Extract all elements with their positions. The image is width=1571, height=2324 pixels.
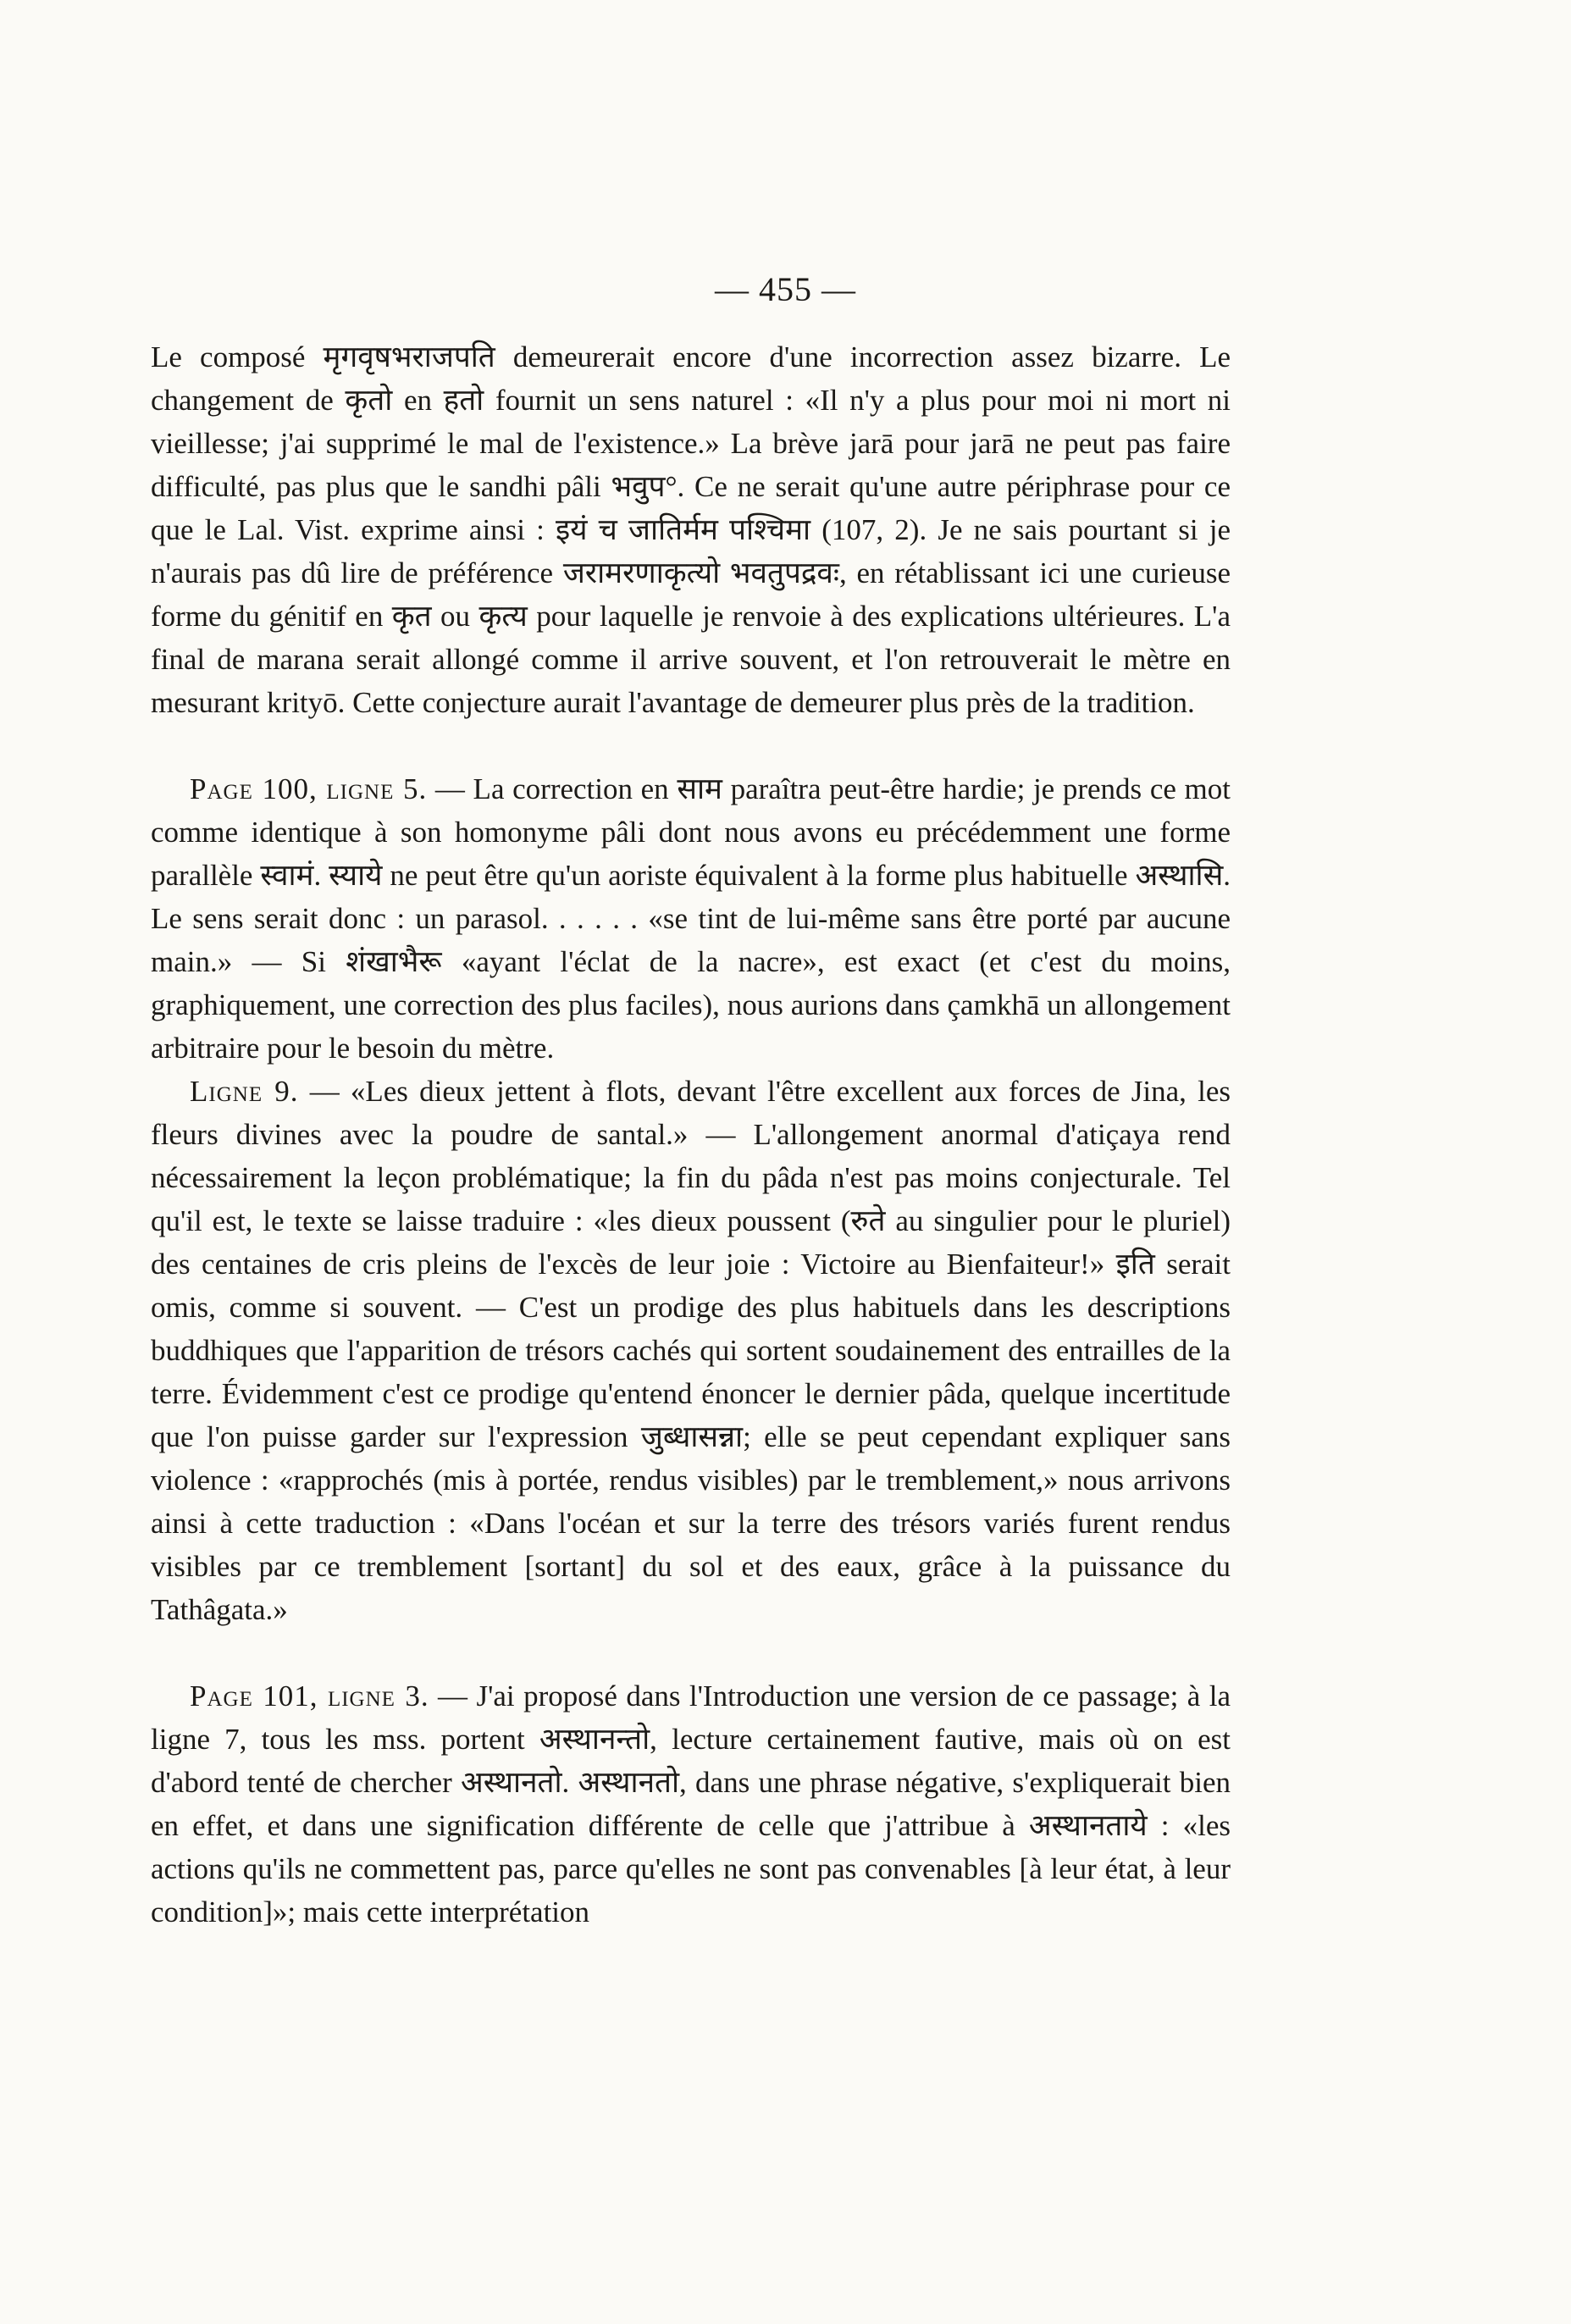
paragraph-1-text: Le composé मृगवृषभराजपति demeurerait encore d'une incorrection assez bizarre. Le changement de कृतो en हतो fournit un sens naturel : «Il n'y a plus pour moi ni mort ni vieillesse; j'ai supprimé le mal de l'existence.» La brève jarā pour jarā ne peut pas faire difficulté, pas plus que le sandhi pâli भवुप°. Ce ne serait qu'une autre périphrase pour ce que le Lal. Vist. exprime ainsi : इयं च जातिर्मम पश्चिमा (107, 2). Je ne sais pourtant si je n'aurais pas dû lire de préférence जरामरणाकृत्यो भवतुपद्रवः, en rétablissant ici une curieuse forme du génitif en कृत ou कृत्य pour laquelle je renvoie à des explications ultérieures. L'a final de marana serait allongé comme il arrive souvent, et l'on retrouverait le mètre en mesurant krityō. Cette conjecture aurait l'avantage de demeurer plus près de la tradition. bbox=[151, 340, 1231, 719]
paragraph-4-text: — J'ai proposé dans l'Introduction une version de ce passage; à la ligne 7, tous les mss. portent अस्थानन्तो, lecture certainement fautive, mais où on est d'abord tenté de chercher अस्थानतो. अस्थानतो, dans une phrase négative, s'expliquerait bien en effet, et dans une signification différente de celle que j'attribue à अस्थानताये : «les actions qu'ils ne commettent pas, parce qu'elles ne sont pas convenables [à leur état, à leur condition]»; mais cette interprétation bbox=[151, 1679, 1231, 1928]
paragraph-2 bbox=[151, 767, 1231, 1070]
paragraph-2-text: — La correction en साम paraîtra peut-être hardie; je prends ce mot comme identique à son homonyme pâli dont nous avons eu précédemment une forme parallèle स्वामं. स्याये ne peut être qu'un aoriste équivalent à la forme plus habituelle अस्थासि. Le sens serait donc : un parasol. . . . . . «se tint de lui-même sans être porté par aucune main.» — Si शंखाभैरू «ayant l'éclat de la nacre», est exact (et c'est du moins, graphiquement, une correction des plus faciles), nous aurions dans çamkhā un allongement arbitraire pour le besoin du mètre. bbox=[151, 772, 1231, 1065]
paragraph-2-heading: Page 100, ligne 5. bbox=[190, 772, 428, 805]
paragraph-4-heading: Page 101, ligne 3. bbox=[190, 1679, 429, 1713]
paragraph-3 bbox=[151, 1070, 1231, 1631]
paragraph-4 bbox=[151, 1674, 1231, 1934]
paragraph-1 bbox=[151, 335, 1231, 724]
body-text bbox=[151, 335, 1231, 1934]
paragraph-3-heading: Ligne 9. bbox=[190, 1075, 299, 1108]
page-number: — 455 — bbox=[715, 270, 856, 308]
paragraph-3-text: — «Les dieux jettent à flots, devant l'être excellent aux forces de Jina, les fleurs divines avec la poudre de santal.» — L'allongement anormal d'atiçaya rend nécessairement la leçon problématique; la fin du pâda n'est pas moins conjecturale. Tel qu'il est, le texte se laisse traduire : «les dieux poussent (रुते au singulier pour le pluriel) des centaines de cris pleins de l'excès de leur joie : Victoire au Bienfaiteur!» इति serait omis, comme si souvent. — C'est un prodige des plus habituels dans les descriptions buddhiques que l'apparition de trésors cachés qui sortent soudainement des entrailles de la terre. Évidemment c'est ce prodige qu'entend énoncer le dernier pâda, quelque incertitude que l'on puisse garder sur l'expression जुब्धासन्ना; elle se peut cependant expliquer sans violence : «rapprochés (mis à portée, rendus visibles) par le tremblement,» nous arrivons ainsi à cette traduction : «Dans l'océan et sur la terre des trésors variés furent rendus visibles par ce tremblement [sortant] du sol et des eaux, grâce à la puissance du Tathâgata.» bbox=[151, 1075, 1231, 1626]
